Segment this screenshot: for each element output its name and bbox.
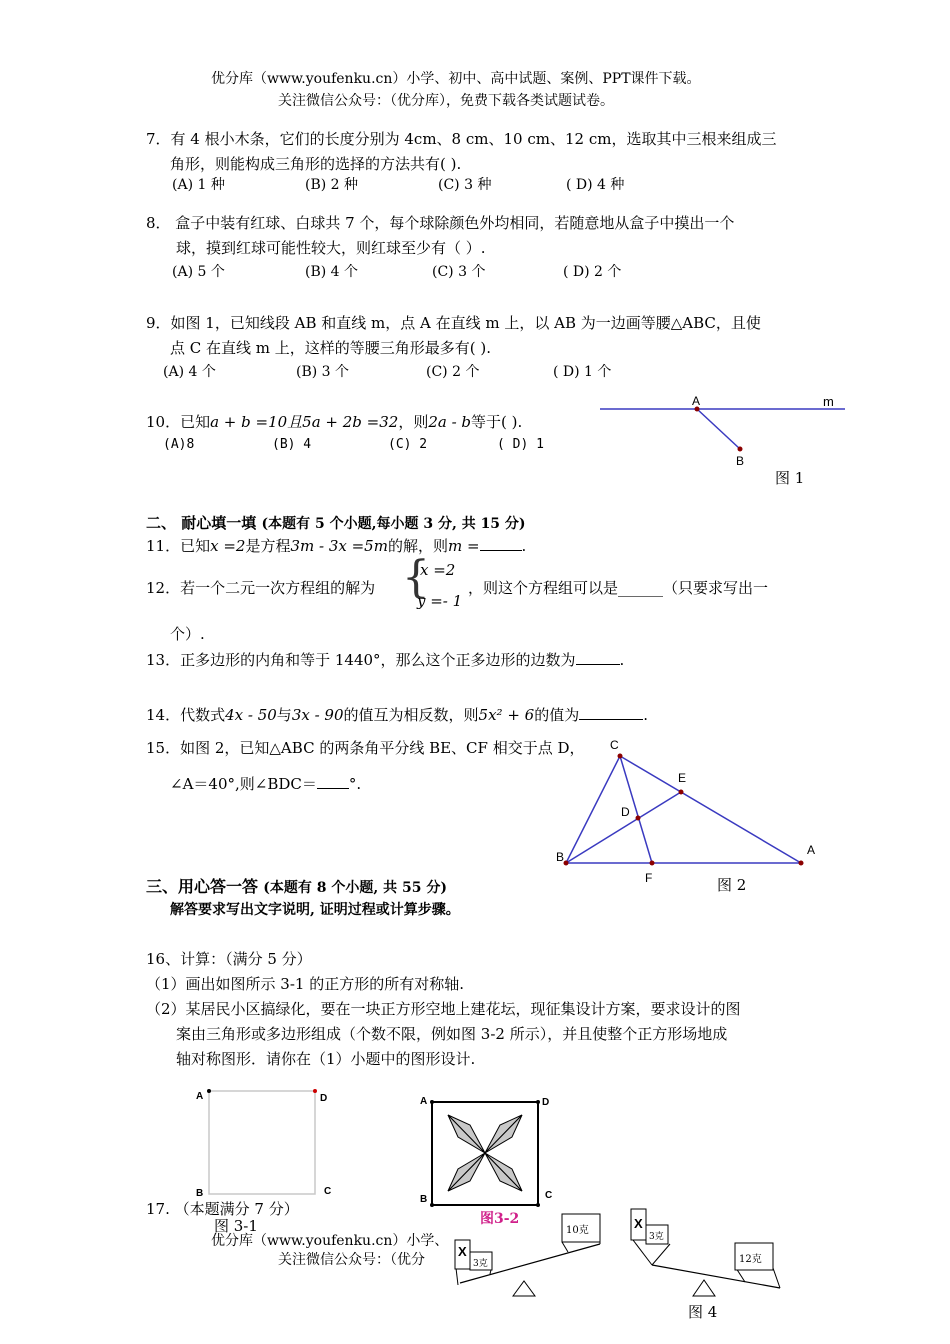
fig1-label-a: A bbox=[692, 394, 701, 408]
q8-option-d: ( D) 2 个 bbox=[563, 264, 622, 280]
fig4-right-12g-label: 12克 bbox=[739, 1254, 762, 1265]
fig2-label-b: B bbox=[556, 850, 565, 864]
q12-prefix: 12．若一个二元一次方程组的解为 bbox=[146, 579, 376, 597]
fig32-label-c: C bbox=[545, 1190, 553, 1201]
fig4-caption: 图 4 bbox=[688, 1303, 718, 1321]
q9-option-b: (B) 3 个 bbox=[296, 364, 350, 380]
fig2-caption: 图 2 bbox=[717, 876, 747, 894]
q15-line-1: 15．如图 2，已知△ABC 的两条角平分线 BE、CF 相交于点 D， bbox=[146, 739, 585, 757]
q7-option-c: (C) 3 种 bbox=[438, 177, 492, 193]
fig32-label-b: B bbox=[420, 1194, 428, 1205]
fig31-label-d: D bbox=[320, 1093, 328, 1104]
header-line-1: 优分库（www.youfenku.cn）小学、初中、高中试题、案例、PPT课件下载。 bbox=[211, 71, 701, 87]
fig2-label-e: E bbox=[678, 771, 687, 785]
q10-option-a: (A)8 bbox=[163, 437, 195, 452]
q14-suffix: 的值为 bbox=[534, 706, 580, 724]
fig2-label-f: F bbox=[645, 871, 653, 885]
q14-mid: 与 bbox=[276, 706, 292, 724]
q9-option-c: (C) 2 个 bbox=[426, 364, 480, 380]
fig4-left-10g-label: 10克 bbox=[566, 1225, 589, 1236]
fig4-right-hook-r1 bbox=[773, 1268, 780, 1288]
fig4-left-3g-label: 3克 bbox=[473, 1259, 488, 1269]
q11-math-m: m = bbox=[447, 537, 480, 555]
q14-expr-1: 4x - 50 bbox=[225, 706, 277, 724]
section-3-instruction: 解答要求写出文字说明, 证明过程或计算步骤。 bbox=[170, 902, 460, 918]
q7-line-2: 角形，则能构成三角形的选择的方法共有( ). bbox=[170, 155, 462, 173]
q7-line-1: 7．有 4 根小木条，它们的长度分别为 4cm、8 cm、10 cm、12 cm，选取其中三根来组成三 bbox=[146, 130, 777, 148]
q11-equation: 3m - 3x =5m bbox=[290, 537, 388, 555]
q10-expression: 2a - b bbox=[428, 413, 472, 431]
fig2-label-d: D bbox=[621, 805, 630, 819]
q10-option-d: ( D) 1 bbox=[497, 437, 544, 452]
fig4-right-hook-l2 bbox=[652, 1244, 670, 1265]
q11-mid: 是方程 bbox=[245, 537, 291, 555]
q13-text: 13．正多边形的内角和等于 1440°，那么这个正多边形的边数为 bbox=[146, 651, 576, 669]
fig2-label-c: C bbox=[610, 738, 619, 752]
q10-equations: a + b =10且5a + 2b =32 bbox=[210, 413, 399, 431]
section-3-title: 三、用心答一答 bbox=[146, 877, 259, 896]
footer-line-2: 关注微信公众号：（优分 bbox=[278, 1252, 425, 1268]
q14-expr-3: 5x² + 6 bbox=[478, 706, 535, 724]
q7-option-b: (B) 2 种 bbox=[305, 177, 359, 193]
q14-end: . bbox=[643, 706, 648, 724]
q15-suffix: °. bbox=[348, 775, 362, 793]
q16-title: 16、计算：（满分 5 分） bbox=[146, 950, 312, 968]
q9-line-1: 9．如图 1，已知线段 AB 和直线 m，点 A 在直线 m 上，以 AB 为一边画等腰△ABC，且使 bbox=[146, 314, 761, 332]
fig1-label-m: m bbox=[823, 394, 834, 409]
q12-brace: { bbox=[402, 552, 430, 603]
q11-math-x: x =2 bbox=[210, 537, 246, 555]
q8-option-a: (A) 5 个 bbox=[172, 264, 225, 280]
q9-option-a: (A) 4 个 bbox=[163, 364, 216, 380]
q16-part-2-line-1: （2）某居民小区搞绿化，要在一块正方形空地上建花坛，现征集设计方案，要求设计的图 bbox=[146, 1000, 741, 1018]
q11-prefix: 11．已知 bbox=[146, 537, 211, 555]
q11-suffix: . bbox=[521, 537, 527, 555]
fig31-caption: 图 3-1 bbox=[214, 1217, 258, 1235]
fig1-caption: 图 1 bbox=[775, 469, 805, 487]
fig31-label-b: B bbox=[196, 1188, 204, 1199]
section-2-title: 二、 耐心填一填 bbox=[146, 514, 257, 532]
footer-line-1: 优分库（www.youfenku.cn）小学、 bbox=[211, 1233, 449, 1249]
q8-line-1: 8． 盒子中装有红球、白球共 7 个，每个球除颜色外均相同，若随意地从盒子中摸出一个 bbox=[146, 214, 735, 232]
q16-part-2-line-2: 案由三角形或多边形组成（个数不限，例如图 3-2 所示），并且使整个正方形场地成 bbox=[176, 1025, 728, 1043]
fig2-label-a: A bbox=[807, 843, 816, 857]
section-2-note: (本题有 5 个小题,每小题 3 分, 共 15 分) bbox=[261, 516, 526, 532]
fig4-left-fulcrum bbox=[513, 1281, 535, 1296]
q8-option-b: (B) 4 个 bbox=[305, 264, 359, 280]
q8-line-2: 球，摸到红球可能性较大，则红球至少有（ ）. bbox=[176, 239, 486, 257]
section-3-note: (本题有 8 个小题, 共 55 分) bbox=[263, 880, 447, 896]
q10-suffix: 等于( ). bbox=[471, 413, 523, 431]
q17-title: 17. （本题满分 7 分） bbox=[146, 1200, 299, 1218]
q12-eq-2: y =- 1 bbox=[417, 592, 463, 610]
fig4-right-x-label: X bbox=[634, 1216, 643, 1231]
q12-suffix: ，则这个方程组可以是______（只要求写出一 bbox=[468, 579, 769, 597]
fig32-label-a: A bbox=[420, 1096, 428, 1107]
fig4-right-fulcrum bbox=[693, 1280, 715, 1296]
q15-prefix: ∠A＝40°,则∠BDC＝ bbox=[170, 775, 317, 793]
q14-expr-2: 3x - 90 bbox=[291, 706, 344, 724]
q14-mid2: 的值互为相反数，则 bbox=[343, 706, 479, 724]
q16-part-1: （1）画出如图所示 3-1 的正方形的所有对称轴. bbox=[146, 975, 465, 993]
header-line-2: 关注微信公众号：（优分库），免费下载各类试题试卷。 bbox=[278, 93, 614, 109]
fig4-left-x-label: X bbox=[458, 1244, 467, 1259]
q14-prefix: 14．代数式 bbox=[146, 706, 226, 724]
q9-line-2: 点 C 在直线 m 上，这样的等腰三角形最多有( ). bbox=[170, 339, 492, 357]
q9-option-d: ( D) 1 个 bbox=[553, 364, 612, 380]
fig32-caption: 图3-2 bbox=[480, 1211, 520, 1227]
fig31-label-a: A bbox=[196, 1091, 204, 1102]
q12-line-2: 个）. bbox=[170, 625, 205, 643]
q8-option-c: (C) 3 个 bbox=[432, 264, 486, 280]
q12-eq-1: x =2 bbox=[420, 561, 456, 579]
fig4-right-3g-label: 3克 bbox=[649, 1232, 664, 1242]
fig4-left-hook-r2 bbox=[562, 1242, 568, 1252]
fig32-label-d: D bbox=[542, 1097, 550, 1108]
q10-mid: ，则 bbox=[398, 413, 429, 431]
q16-part-2-line-3: 轴对称图形．请你在（1）小题中的图形设计. bbox=[176, 1050, 476, 1068]
fig31-label-c: C bbox=[324, 1186, 332, 1197]
q7-option-a: (A) 1 种 bbox=[172, 177, 225, 193]
q10-prefix: 10．已知 bbox=[146, 413, 211, 431]
fig4-left-hook-l1 bbox=[456, 1268, 458, 1285]
q13-suffix: . bbox=[619, 651, 625, 669]
q7-option-d: ( D) 4 种 bbox=[566, 177, 625, 193]
q10-option-c: (C) 2 bbox=[388, 437, 428, 452]
q11-mid2: 的解，则 bbox=[387, 537, 448, 555]
q10-option-b: (B) 4 bbox=[272, 437, 312, 452]
fig1-label-b: B bbox=[736, 454, 745, 468]
